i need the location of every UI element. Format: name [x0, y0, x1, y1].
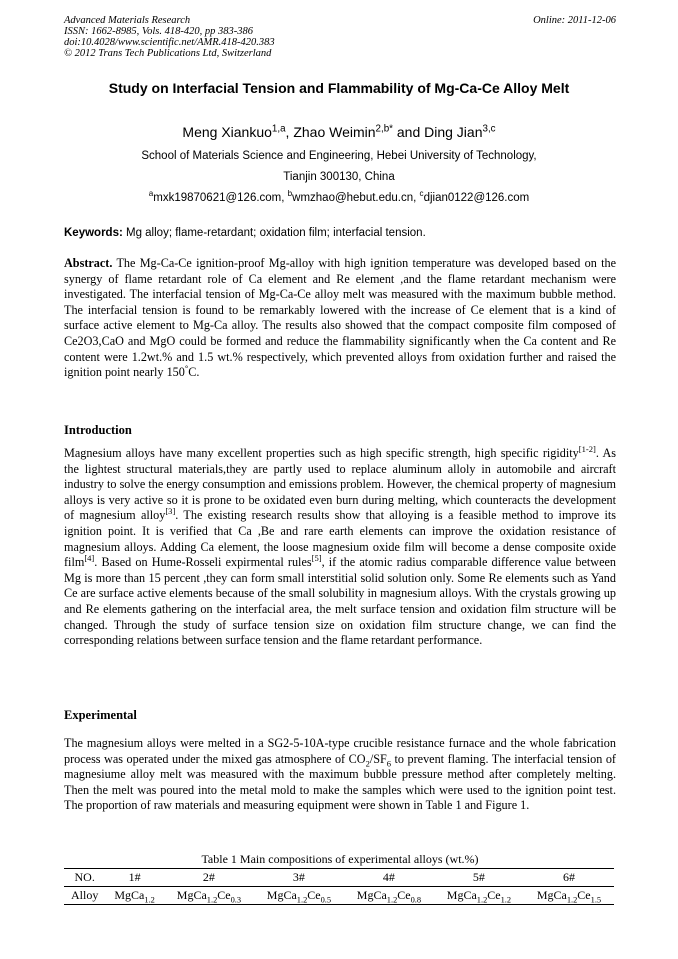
paper-title: Study on Interfacial Tension and Flammability of Mg-Ca-Ce Alloy Melt — [108, 80, 570, 96]
abstract — [64, 256, 616, 381]
affiliation-line: School of Materials Science and Engineering, Hebei University of Technology, — [141, 150, 537, 162]
author-separator: and — [392, 124, 425, 140]
author-list — [40, 124, 638, 140]
email-mark: c — [419, 189, 424, 199]
section-heading-introduction: Introduction — [64, 423, 132, 437]
header-cell: 3# — [292, 870, 305, 884]
body-text: . Based on Hume-Rosseli expirmental rules — [94, 555, 312, 570]
table-cell: $MgCa_{1.2}Ce_{1.2}$ — [446, 888, 512, 905]
email-link[interactable]: mxk19870621@126.com, — [153, 192, 288, 204]
table-cell: $MgCa_{1.2}Ce_{1.5}$ — [536, 888, 602, 905]
online-date: Online: 2011-12-06 — [533, 15, 616, 26]
table-header-row — [64, 869, 614, 887]
body-text: . The existing research results show that alloying is a feasible method to improve its ignition point. It is verified that Ca ,Be and rare earth elements can improve the oxidation resistance of magnesium alloys. Adding Ca element, the loose magnesium oxide film will become a dense composite oxide film — [64, 508, 616, 570]
body-text: . As the lightest structural materials,they are partly used to replace aluminum alloly in automobile and aircraft industry to solve the energy consumption and emissions problem. However, the chemical property of magnesium alloys is very active so it is prone to be oxidated even burn during melting, which counteracts the development of magnesium alloy — [64, 446, 616, 523]
author-name: Ding Jian — [424, 124, 483, 140]
body-text: Magnesium alloys have many excellent properties such as high specific strength, high specific rigidity — [64, 446, 579, 460]
header-cell: 5# — [472, 870, 485, 884]
abstract-text: The Mg-Ca-Ce ignition-proof Mg-alloy with high ignition temperature was developed based on the synergy of flame retardant role of Ca element and Re element ,and the flame retardant mechanism were investigated. The interfacial tension of Mg-Ca-Ce alloy melt was measured with the maximum bubble method. The interfacial tension is found to be remarkably lowered with the increase of Ce element that is a kind of surface active element to Mg-Ca alloy. The results also showed that the compact composite film composed of Ce2O3,CaO and MgO could be formed and reduce the flammability significantly when the Ca content and Re content were 1.2wt.% and 1.5 wt.% respectively, which prevented alloys from oxidation further and raised the ignition point nearly 150 — [64, 256, 616, 380]
keywords-text: Mg alloy; flame-retardant; oxidation film; interfacial tension. — [122, 227, 426, 239]
body-text: The magnesium alloys were melted in a SG2-5-10A-type crucible resistance furnace and the whole fabrication process was operated under the mixed gas atmosphere of CO — [64, 736, 616, 766]
author-affiliation-mark: 3,c — [482, 123, 496, 135]
composition-table — [64, 868, 614, 905]
citation: [1-2] — [578, 443, 596, 454]
header-cell: 1# — [128, 870, 141, 884]
table-cell: $MgCa_{1.2}Ce_{0.8}$ — [356, 888, 422, 905]
introduction-paragraph — [64, 443, 616, 649]
email-mark: b — [287, 189, 293, 199]
abstract-text: C. — [188, 365, 200, 380]
citation: [4] — [84, 553, 95, 564]
subscript: 6 — [386, 758, 392, 769]
email-link[interactable]: djian0122@126.com — [423, 192, 530, 204]
body-text: /SF — [369, 751, 387, 766]
header-cell: 6# — [562, 870, 575, 884]
abstract-label: Abstract. — [64, 256, 113, 270]
email-mark: a — [148, 189, 154, 199]
table-cell: $MgCa_{1.2}Ce_{0.3}$ — [176, 888, 242, 905]
email-list — [40, 189, 638, 204]
header-label-cell: NO. — [74, 870, 95, 884]
table-cell: $MgCa_{1.2}Ce_{0.5}$ — [266, 888, 332, 905]
author-name: Meng Xiankuo — [182, 124, 272, 140]
header-cell: 4# — [382, 870, 395, 884]
journal-header — [64, 15, 616, 59]
author-affiliation-mark: 2,b* — [375, 123, 393, 135]
affiliation-line: Tianjin 300130, China — [283, 171, 395, 183]
degree-mark: ° — [184, 363, 189, 374]
author-name: Zhao Weimin — [293, 124, 376, 140]
section-heading-experimental: Experimental — [64, 708, 137, 722]
experimental-paragraph — [64, 736, 616, 814]
citation: [3] — [165, 506, 176, 517]
journal-name: Advanced Materials Research — [64, 15, 191, 26]
header-cell: 2# — [202, 870, 215, 884]
subscript: 2 — [365, 758, 370, 769]
row-label-cell: Alloy — [70, 888, 99, 902]
table-row — [64, 887, 614, 905]
keywords-label: Keywords: — [64, 227, 123, 239]
body-text: to prevent flaming. The interfacial tension of magnesiume alloy melt was measured with the maximum bubble pressure method after completely melting. Then the melt was poured into the metal mold to make the samples which were used to the ignition point test. The proportion of raw materials and measuring equipment were shown in Table 1 and Figure 1. — [64, 751, 616, 813]
body-text: , if the atomic radius comparable difference value between Mg is more than 15 percent ,they can form small interstitial solid solution only. Some Re elements such as Yand Ce are surface active elements because of the small solubility in magnesium alloys. With the crystals growing up and Re elements gathering on the interfacial area, the melt surface tension and oxidation film structure will be changed. Through the study of surface tension size on oxidation film structure change, we can find the corresponding relations between surface tension and the flame retardant performance. — [64, 555, 616, 648]
issn-line: ISSN: 1662-8985, Vols. 418-420, pp 383-386 — [64, 26, 253, 37]
author-affiliation-mark: 1,a — [271, 123, 286, 135]
citation: [5] — [311, 553, 322, 564]
table-caption: Table 1 Main compositions of experimental alloys (wt.%) — [201, 852, 479, 866]
doi-line: doi:10.4028/www.scientific.net/AMR.418-420.383 — [64, 37, 275, 48]
author-separator: , — [285, 124, 294, 140]
table-cell: MgCa$_{1.2}$ — [114, 888, 155, 905]
copyright-line: © 2012 Trans Tech Publications Ltd, Switzerland — [64, 48, 272, 59]
keywords — [64, 227, 616, 239]
email-link[interactable]: wmzhao@hebut.edu.cn, — [292, 192, 420, 204]
